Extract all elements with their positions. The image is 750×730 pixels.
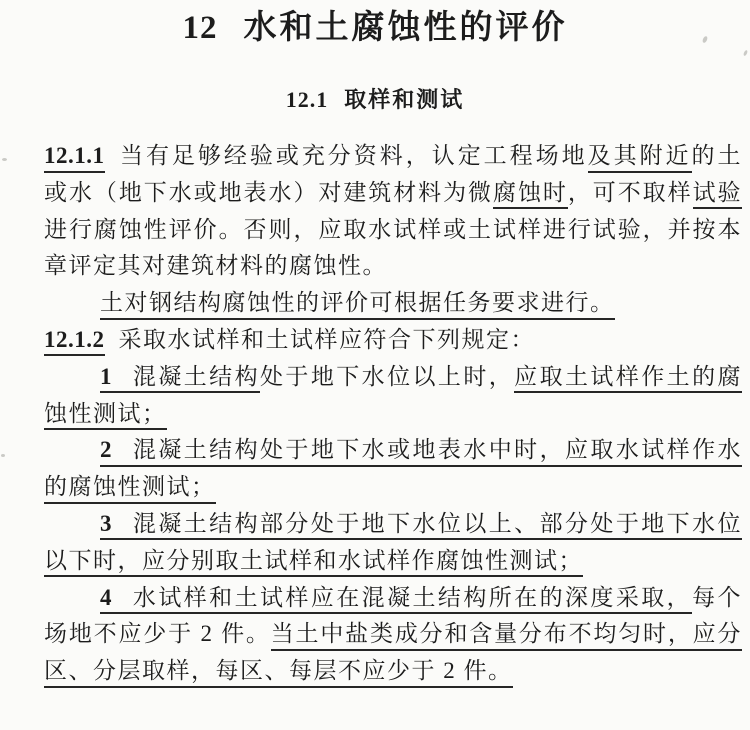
chapter-number: 12 — [182, 10, 218, 46]
chapter-title — [0, 6, 750, 50]
underlined-text: 应取土试样作土的腐 — [514, 364, 742, 394]
body-text: 或水（地下水或地表水）对建筑材料为微 — [44, 179, 493, 205]
body-text: 章评定其对建筑材料的腐蚀性。 — [44, 253, 387, 279]
underlined-text: 腐蚀时 — [493, 180, 568, 210]
underlined-text: 混凝土结构部分处于地下水位以上、部分处于地下水位 — [132, 511, 742, 541]
section-number: 12.1 — [285, 87, 329, 112]
underlined-text: 及其附近 — [588, 143, 692, 173]
body-text: 每个 — [692, 584, 743, 610]
underlined-text: 试验 — [693, 180, 742, 210]
underlined-text: 水试样和土试样应在混凝土结构所在的深度采取， — [132, 585, 692, 615]
text-line — [44, 653, 742, 690]
text-line — [44, 322, 742, 359]
body-text: ，可不取样 — [567, 179, 693, 205]
underlined-text: 当土中盐类成分和含量分布不均匀时，应分 — [271, 621, 742, 651]
clause-number: 12.1.1 — [44, 143, 105, 173]
body-text: 处于地下水位以上时， — [260, 363, 515, 389]
body-text: 当有足够经验或充分资料，认定工程场地 — [118, 143, 588, 168]
chapter-title-text: 水和土腐蚀性的评价 — [243, 10, 568, 46]
underlined-text: 混凝土结构 — [132, 364, 260, 394]
underlined-text: 蚀性测试； — [44, 401, 167, 431]
underlined-text: 土对钢结构腐蚀性的评价可根据任务要求进行。 — [100, 290, 615, 320]
item-number: 1 — [100, 364, 132, 394]
text-line — [44, 580, 742, 617]
body-text-block — [0, 138, 750, 690]
underlined-text: 区、分层取样，每区、每层不应少于 2 件。 — [44, 658, 513, 688]
text-line — [44, 248, 742, 285]
item-number: 3 — [100, 511, 132, 541]
text-line — [44, 432, 742, 469]
text-line — [44, 212, 742, 249]
underlined-text: 以下时，应分别取土试样和水试样作腐蚀性测试； — [44, 548, 583, 578]
text-line — [44, 543, 742, 580]
section-title — [0, 87, 750, 113]
scan-artifact — [1, 454, 5, 457]
text-line — [44, 616, 742, 653]
section-title-text: 取样和测试 — [344, 87, 465, 112]
text-line — [44, 285, 742, 322]
body-text: 场地不应少于 2 件。 — [44, 621, 271, 647]
document-page — [0, 6, 750, 730]
underlined-text: 的腐蚀性测试； — [44, 474, 216, 504]
text-line — [44, 138, 742, 175]
scan-artifact — [743, 50, 748, 57]
item-number: 4 — [100, 585, 132, 615]
item-number: 2 — [100, 437, 132, 467]
underlined-text: 混凝土结构处于地下水或地表水中时，应取水试样作水 — [132, 437, 742, 467]
scan-artifact — [2, 158, 7, 161]
body-text: 进行腐蚀性评价。否则，应取水试样或土试样进行试验，并按本 — [44, 216, 742, 242]
text-line — [44, 359, 742, 396]
text-line — [44, 469, 742, 506]
text-line — [44, 396, 742, 433]
text-line — [44, 175, 742, 212]
body-text: 采取水试样和土试样应符合下列规定： — [118, 326, 535, 352]
text-line — [44, 506, 742, 543]
clause-number: 12.1.2 — [44, 327, 105, 357]
body-text: 的土 — [691, 143, 743, 168]
